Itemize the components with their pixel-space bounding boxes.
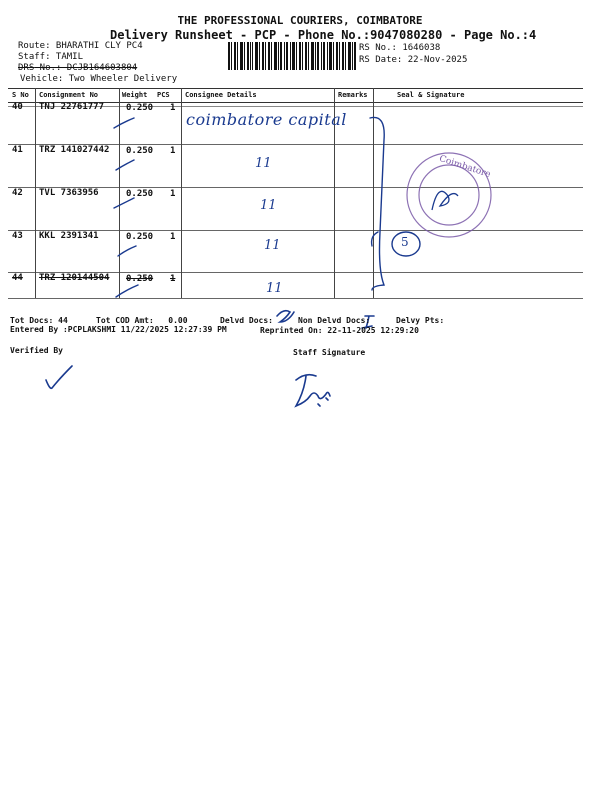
staff-signature-mark xyxy=(296,375,330,406)
row-sno: 44 xyxy=(12,273,23,283)
row-pcs: 1 xyxy=(170,274,176,284)
staff-signature-label: Staff Signature xyxy=(293,348,366,357)
delvy-pts: Delvy Pts: xyxy=(396,316,445,325)
col-header-remarks: Remarks xyxy=(338,91,368,99)
vehicle-line: Vehicle: Two Wheeler Delivery xyxy=(20,74,178,84)
col-header-weight: Weight xyxy=(122,91,148,99)
ditto-mark: 11 xyxy=(264,238,281,253)
col-header-consignment: Consignment No xyxy=(39,91,99,99)
row-consignment: TRZ 141027442 xyxy=(39,145,110,155)
verified-mark xyxy=(46,366,72,388)
row-consignment: TRZ 120144504 xyxy=(39,273,110,283)
row-weight: 0.250 xyxy=(126,146,154,156)
col-header-seal: Seal & Signature xyxy=(397,91,465,99)
row-weight: 0.250 xyxy=(126,232,154,242)
row-consignment: KKL 2391341 xyxy=(39,231,99,241)
ditto-mark: 11 xyxy=(266,281,283,296)
tick-mark xyxy=(114,198,134,208)
delvd-scribble xyxy=(277,311,294,322)
ditto-mark: 11 xyxy=(260,198,277,213)
tick-mark xyxy=(118,246,136,256)
row-pcs: 1 xyxy=(170,189,176,199)
route-line: Route: BHARATHI CLY PC4 xyxy=(18,41,143,51)
entered-by: Entered By :PCPLAKSHMI 11/22/2025 12:27:39 PM xyxy=(10,325,227,334)
stamp-signature xyxy=(432,191,458,210)
row-pcs: 1 xyxy=(170,146,176,156)
row-sno: 43 xyxy=(12,231,23,241)
bracket-mark xyxy=(370,117,384,290)
reprinted-on: Reprinted On: 22-11-2025 12:29:20 xyxy=(260,326,419,335)
row-sno: 41 xyxy=(12,145,23,155)
col-header-consignee: Consignee Details xyxy=(185,91,257,99)
non-delvd-docs: Non Delvd Docs: xyxy=(298,316,371,325)
rs-number: RS No.: 1646038 xyxy=(359,43,441,53)
drs-number: No.: DCJB164603804 xyxy=(34,63,138,73)
row-consignment: TNJ 22761777 xyxy=(39,102,105,112)
row-consignment: TVL 7363956 xyxy=(39,188,99,198)
delvd-docs: Delvd Docs: xyxy=(220,316,273,325)
circled-number: 5 xyxy=(401,235,409,249)
staff-line: Staff: TAMIL xyxy=(18,52,84,62)
tick-mark xyxy=(116,160,134,170)
drs-label: DRS xyxy=(18,63,35,73)
row-pcs: 1 xyxy=(170,103,176,113)
row-pcs: 1 xyxy=(170,232,176,242)
rs-date: RS Date: 22-Nov-2025 xyxy=(359,55,468,65)
tot-cod-amount: Tot COD Amt: 0.00 xyxy=(96,316,188,325)
stamp-text: Coimbatore xyxy=(437,153,492,181)
tot-docs: Tot Docs: 44 xyxy=(10,316,68,325)
company-name: THE PROFESSIONAL COURIERS, COIMBATORE xyxy=(177,14,423,27)
row-weight: 0.250 xyxy=(126,274,154,284)
row-sno: 40 xyxy=(12,102,23,112)
col-header-sno: S No xyxy=(12,91,29,99)
tick-mark xyxy=(116,285,138,297)
verified-by-label: Verified By xyxy=(10,346,63,355)
tick-mark xyxy=(114,118,134,128)
row-weight: 0.250 xyxy=(126,103,154,113)
consignee-handwritten: coimbatore capital xyxy=(186,110,347,129)
col-header-pcs: PCS xyxy=(157,91,170,99)
row-weight: 0.250 xyxy=(126,189,154,199)
runsheet-title: Delivery Runsheet - PCP - Phone No.:9047080280 - Page No.:4 xyxy=(110,28,537,42)
row-sno: 42 xyxy=(12,188,23,198)
bracket-mark xyxy=(372,232,378,246)
ditto-mark: 11 xyxy=(255,156,272,171)
